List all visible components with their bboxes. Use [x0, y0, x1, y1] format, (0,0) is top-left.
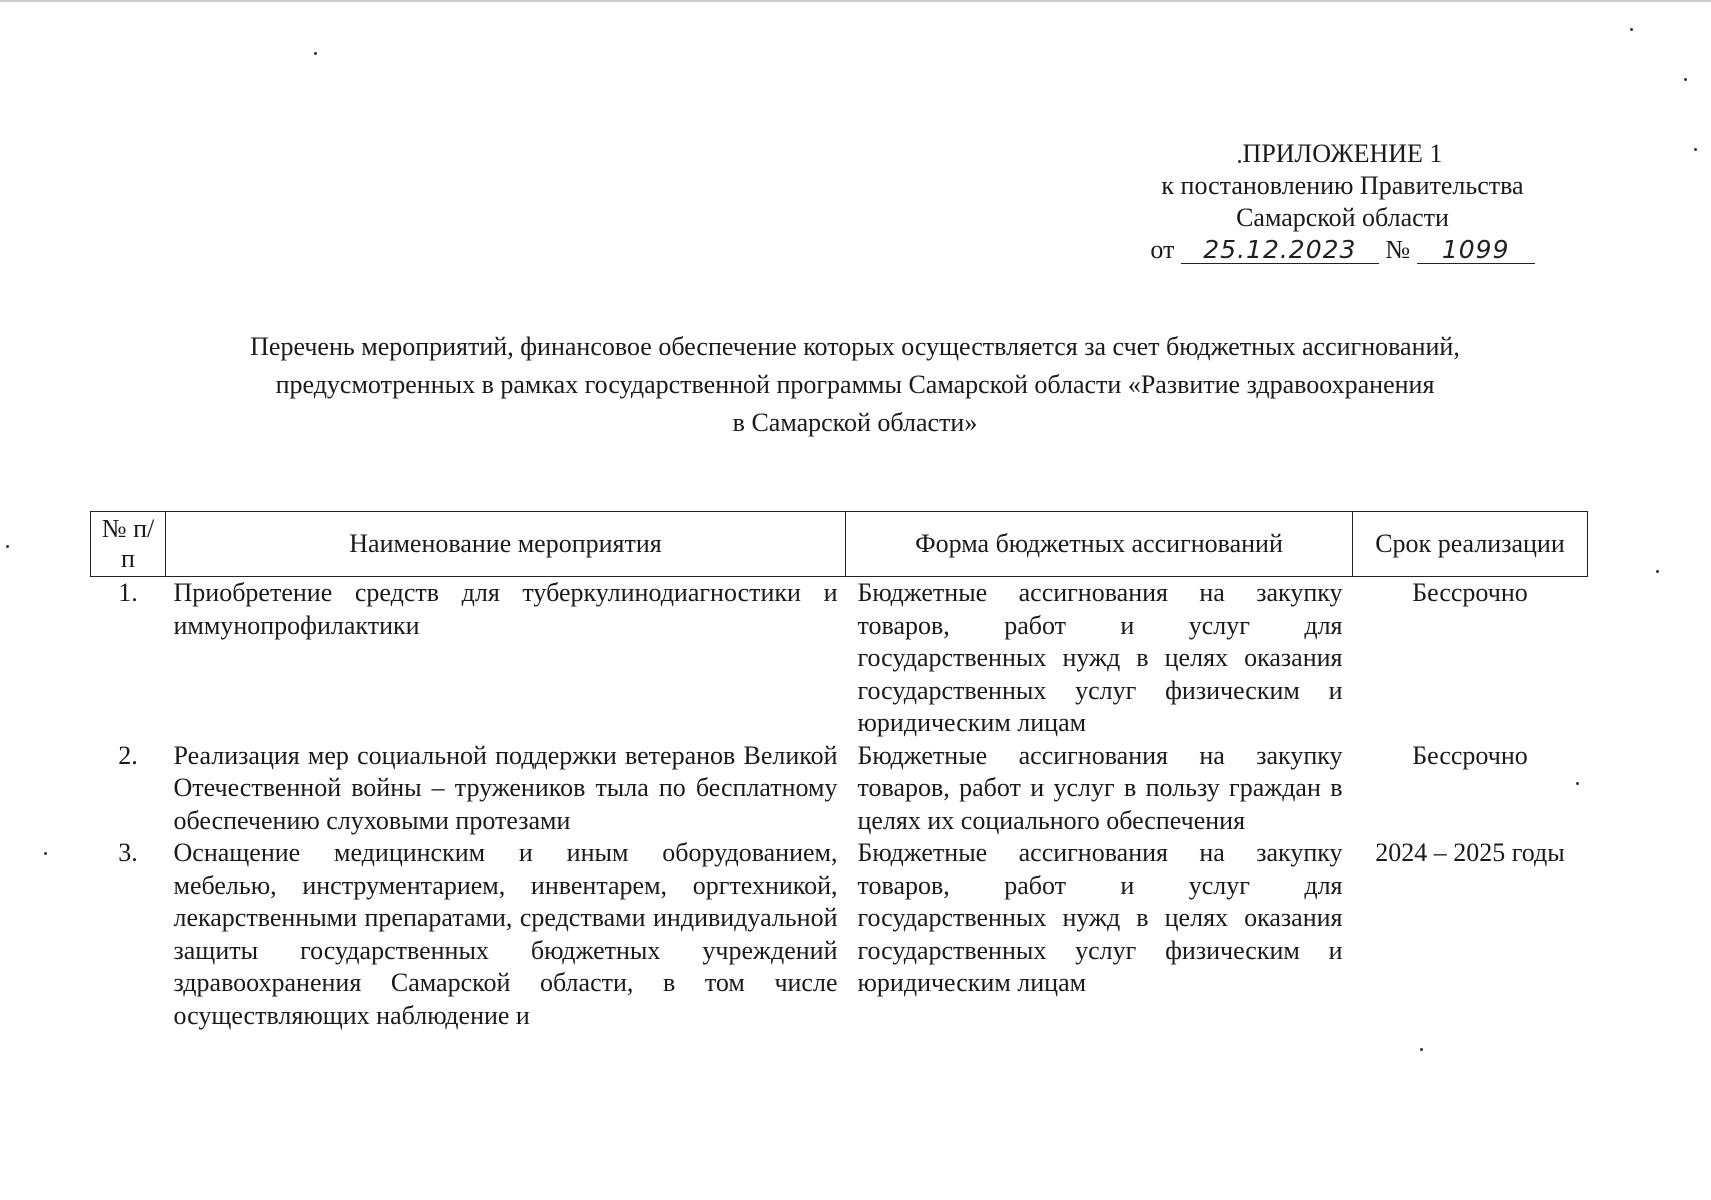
- document-title-line-2: предусмотренных в рамках государственной программы Самарской области «Развитие здравоохранения: [275, 370, 1435, 399]
- scan-speck: [1656, 570, 1659, 573]
- row-num: 2.: [118, 740, 138, 770]
- header-name: Наименование мероприятия: [166, 512, 846, 577]
- header-form: Форма бюджетных ассигнований: [846, 512, 1353, 577]
- scan-top-edge: [0, 0, 1711, 2]
- scan-speck: [1630, 28, 1633, 31]
- row-num: 3.: [118, 838, 138, 867]
- table-row: [91, 740, 1588, 838]
- row-form: Бюджетные ассигнования на закупку товаров, работ и услуг для государственных нужд в целях оказания государственных услуг физическим и юридическим лицам: [857, 578, 1343, 737]
- appendix-title: ПРИЛОЖЕНИЕ 1: [1242, 139, 1443, 168]
- row-form: Бюджетные ассигнования на закупку товаров, работ и услуг в пользу граждан в целях их социального обеспечения: [857, 740, 1343, 835]
- scan-speck: [1684, 78, 1687, 81]
- number-prefix: №: [1385, 235, 1411, 264]
- row-form: Бюджетные ассигнования на закупку товаров, работ и услуг для государственных нужд в целях оказания государственных услуг физическим и юридическим лицам: [857, 838, 1343, 997]
- scan-speck: [1238, 160, 1241, 163]
- table-row: [91, 577, 1588, 740]
- appendix-date-line: [1130, 234, 1555, 266]
- header-num: № п/п: [91, 512, 166, 577]
- appendix-region-line: Самарской области: [1236, 203, 1449, 232]
- document-title-line-3: в Самарской области»: [732, 408, 978, 437]
- handwritten-number: 1099: [1417, 237, 1535, 264]
- appendix-resolution-line: к постановлению Правительства: [1161, 171, 1524, 200]
- measures-table: [90, 511, 1588, 1032]
- scan-speck: [314, 52, 317, 55]
- row-name: Приобретение средств для туберкулинодиагностики и иммунопрофилактики: [173, 578, 838, 640]
- row-term: Бессрочно: [1412, 578, 1528, 607]
- handwritten-date: 25.12.2023: [1181, 237, 1379, 264]
- table-header-row: [91, 512, 1588, 577]
- scan-speck: [6, 545, 9, 548]
- scan-speck: [44, 852, 47, 855]
- document-title-line-1: Перечень мероприятий, финансовое обеспечение которых осуществляется за счет бюджетных ассигнований,: [250, 332, 1460, 361]
- row-name: Оснащение медицинским и иным оборудованием, мебелью, инструментарием, инвентарем, оргтехникой, лекарственными препаратами, средствами индивидуальной защиты государственных бюджетных учреждений здравоохранения Самарской области, в том числе осуществляющих наблюдение и: [173, 838, 838, 1030]
- scan-speck: [1694, 148, 1697, 151]
- row-num: 1.: [118, 578, 138, 607]
- scan-speck: [1420, 1048, 1423, 1051]
- scan-speck: [1576, 782, 1579, 785]
- row-name: Реализация мер социальной поддержки ветеранов Великой Отечественной войны – тружеников тыла по бесплатному обеспечению слуховыми протезами: [173, 740, 838, 835]
- header-term: Срок реализации: [1353, 512, 1588, 577]
- appendix-block: [1130, 138, 1555, 266]
- row-term: 2024 – 2025 годы: [1375, 838, 1565, 867]
- row-term: Бессрочно: [1412, 740, 1528, 770]
- document-title: [100, 328, 1610, 442]
- table-row: [91, 837, 1588, 1032]
- date-prefix: от: [1150, 235, 1175, 264]
